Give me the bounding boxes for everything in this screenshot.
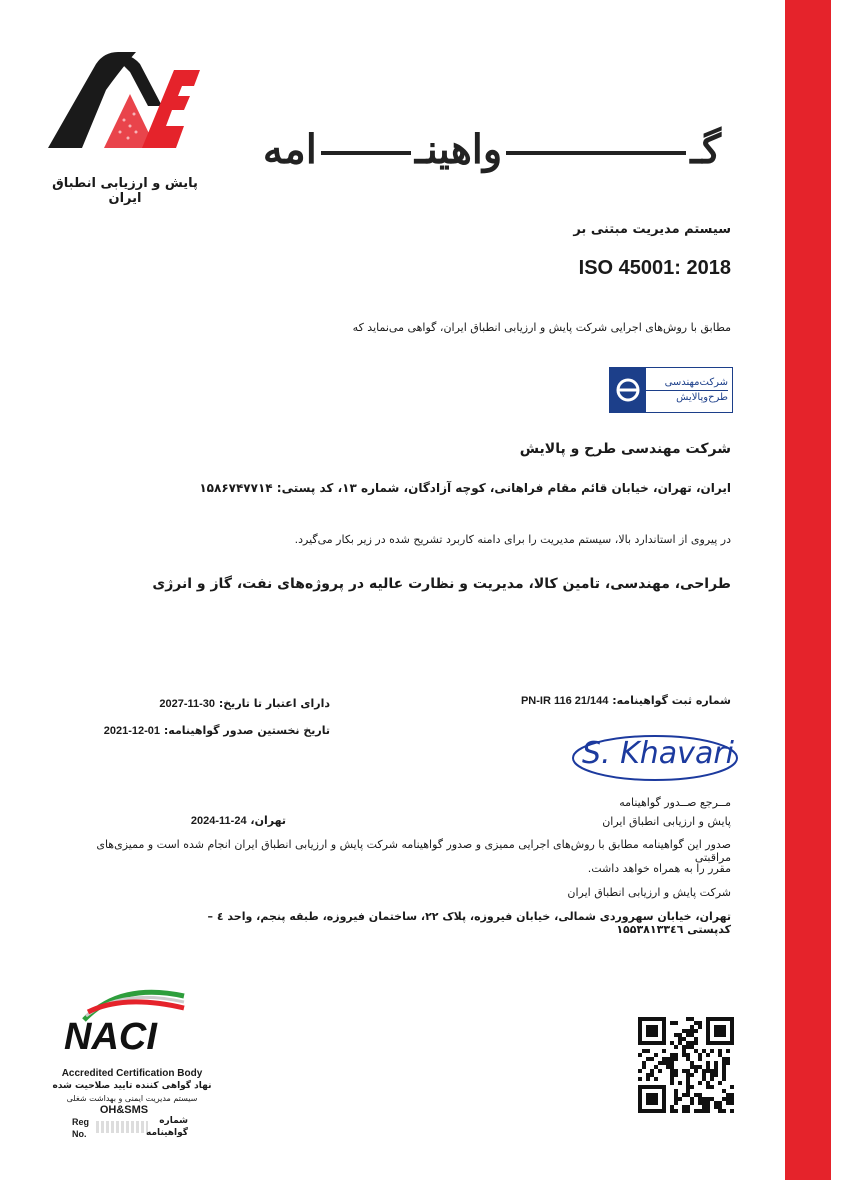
title-bar-2 [321,151,411,155]
scope-intro: در پیروی از استاندارد بالا، سیستم مدیریت را برای دامنه کاربرد تشریح شده در زیر بکار می‌گیرد. [294,533,731,546]
scope-text: طراحی، مهندسی، تامین کالا، مدیریت و نظارت عالیه در پروژه‌های نفت، گاز و انرژی [152,576,731,592]
naci-reg-number-blurred [96,1121,148,1133]
statement-text: مطابق با روش‌های اجرایی شرکت پایش و ارزیابی انطباق ایران، گواهی می‌نماید که [352,321,731,334]
city-date-value: 2024-11-24 [190,815,247,827]
issuer-company: شرکت پایش و ارزیابی انطباق ایران [567,886,731,899]
title-bar [506,151,686,155]
naci-no-en: No. [72,1129,87,1139]
first-issue-value: 2021-12-01 [103,725,161,737]
title-part-1: گـ [690,126,721,173]
issuer-ref-title: مــرجع صــدور گواهینامه [619,796,731,809]
signature-text: S. Khavari [582,736,734,771]
first-issue-label: تاریخ نخستین صدور گواهینامه: [163,724,330,737]
client-logo-line2: طرح‌وپالایش [676,391,728,403]
page-title [263,126,721,173]
issuer-note-line2: مقرر را به همراه خواهد داشت. [587,862,731,875]
brand-logo [44,50,204,175]
naci-no-fa: گواهینامه [146,1128,188,1138]
reg-label: شماره ثبت گواهینامه: [612,694,731,707]
naci-logo-word: NACI [64,1016,157,1058]
valid-until [110,697,330,710]
reg-number [481,694,731,707]
issue-city-date [186,814,286,827]
naci-scheme: OH&SMS [99,1104,149,1116]
issuer-note-line1: صدور این گواهینامه مطابق با روش‌های اجرایی ممیزی و صدور گواهینامه شرکت پایش و ارزیابی انطباق ایران انجام شده است و ممیزی‌های مراقبتی [96,838,731,864]
standard-label: ISO 45001: 2018 [578,257,731,279]
system-based-on: سیستم مدیریت مبتنی بر [573,222,731,237]
client-logo-line1: شرکت‌مهندسی [646,376,728,391]
client-address: ایران، تهران، خیابان قائم مقام فراهانی، کوچه آزادگان، شماره ۱۳، کد پستی: ۱۵۸۶۷۴۷۷۱۴ [199,481,731,495]
issuer-company-address: تهران، خیابان سهروردی شمالی، خیابان فیروزه، پلاک ۲۲، ساختمان فیروزه، طبقه پنجم، واحد ٤ – کدپستی ۱۵۵۳۸۱۳۳٤٦ [207,910,731,936]
signature [570,728,740,784]
client-logo [609,367,733,413]
valid-value: 2027-11-30 [159,698,216,710]
client-logo-mark [610,368,646,412]
naci-reg-en: Reg [72,1117,90,1127]
valid-label: دارای اعتبار تا تاریخ: [218,697,330,710]
reg-value: PN-IR 116 21/144 [520,695,609,707]
city-label: تهران، [250,814,286,827]
brand-name: پایش و ارزیابی انطباق ایران [52,176,198,206]
issuer-ref-name: پایش و ارزیابی انطباق ایران [602,815,731,828]
qr-code [638,1017,734,1113]
title-part-3: امه [262,126,317,173]
naci-accredited-fa: نهاد گواهی کننده تایید صلاحیت شده [52,1081,212,1091]
client-name: شرکت مهندسی طرح و پالایش [519,441,731,457]
first-issue-date [74,724,330,737]
website-text: www.pniran.com [829,837,844,940]
title-part-2: واهینـ [414,126,503,173]
side-band [785,0,831,1180]
naci-accredited-en: Accredited Certification Body [61,1068,203,1079]
naci-scheme-fa: سیستم مدیریت ایمنی و بهداشت شغلی [66,1094,198,1103]
naci-reg-fa: شماره [159,1116,188,1126]
